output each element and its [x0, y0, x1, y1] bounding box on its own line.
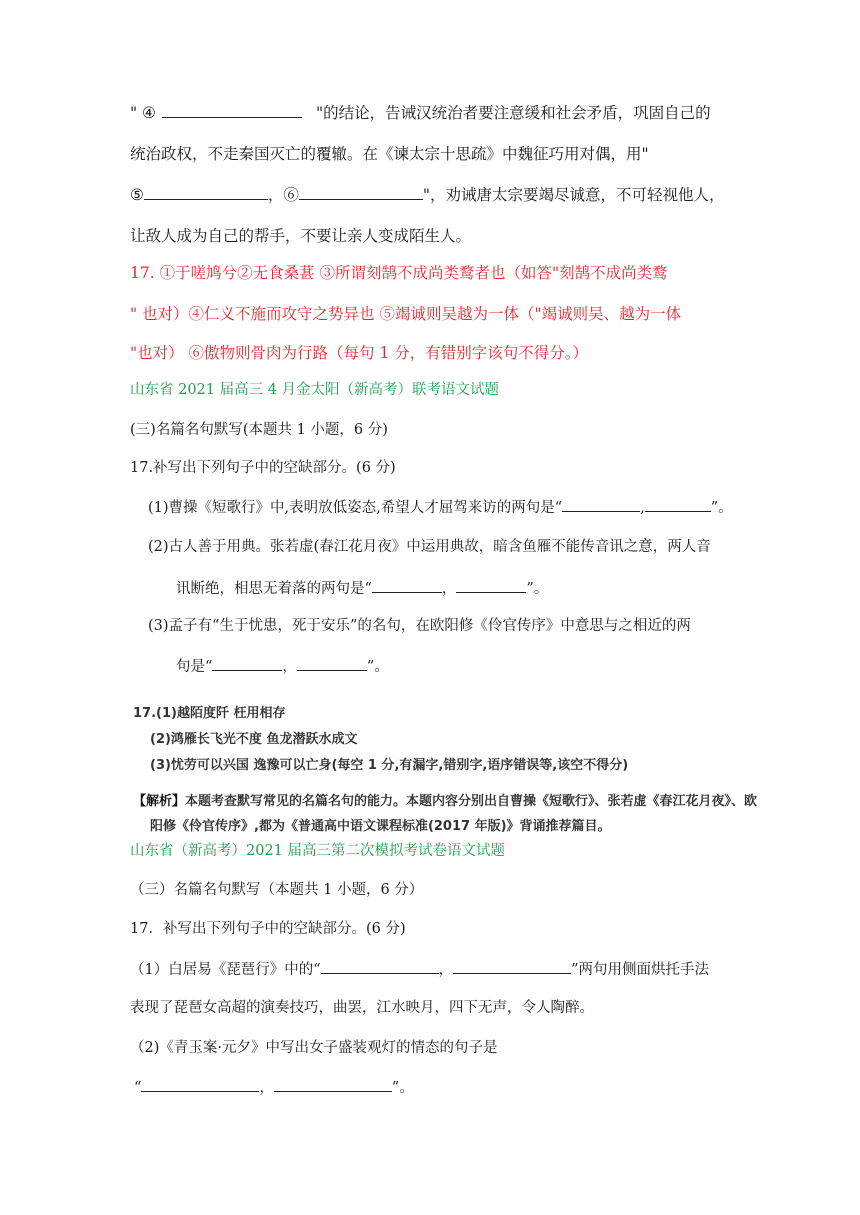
source-title: 山东省 2021 届高三 4 月金太阳（新高考）联考语文试题 [130, 382, 500, 398]
scanned-answer-line: 17.(1)越陌度阡 枉用相存 [133, 706, 286, 721]
sub-question: 表现了琵琶女高超的演奏技巧，曲罢，江水映月，四下无声，令人陶醉。 [130, 1000, 594, 1016]
answer-line: 17. ①于嗟鸠兮②无食桑葚 ③所谓刻鹄不成尚类鹜者也（如答"刻鹄不成尚类鹜 [130, 264, 668, 282]
scanned-answer-line: (2)鸿雁长飞光不度 鱼龙潜跃水成文 [150, 732, 358, 747]
blank [372, 578, 442, 593]
sub-question: （1）白居易《琵琶行》中的“ ， ”两句用侧面烘托手法 [130, 959, 709, 980]
answer-line: " 也对）④仁义不施而攻守之势异也 ⑤竭诚则吴越为一体（"竭诚则吴、越为一体 [130, 305, 682, 323]
section-heading: (三)名篇名句默写(本题共 1 小题，6 分) [130, 422, 388, 438]
blank [144, 185, 268, 200]
question-stem: 17．补写出下列句子中的空缺部分。(6 分) [130, 921, 406, 937]
section-heading: （三）名篇名句默写（本题共 1 小题，6 分） [130, 882, 424, 898]
text-line: 让敌人成为自己的帮手，不要让亲人变成陌生人。 [130, 227, 472, 245]
text-line: 统治政权，不走秦国灭亡的覆辙。在《谏太宗十思疏》中魏征巧用对偶，用" [130, 145, 649, 163]
blank [456, 578, 526, 593]
text-line: ⑤ ，⑥ "，劝诫唐太宗要竭尽诚意，不可轻视他人， [130, 186, 725, 204]
sub-question: (1)曹操《短歌行》中,表明放低姿态,希望人才屈驾来访的两句是“ , ”。 [148, 497, 733, 518]
sub-question: (2)古人善于用典。张若虚(春江花月夜》中运用典故，暗含鱼雁不能传音讯之意，两人音 [148, 539, 711, 555]
blank [453, 959, 571, 974]
sub-question: “ ， ”。 [134, 1077, 414, 1098]
blank [645, 497, 711, 512]
blank [212, 656, 282, 671]
sub-question: 讯断绝，相思无着落的两句是“ ， ”。 [176, 578, 548, 599]
blank [297, 656, 367, 671]
blank [141, 1077, 259, 1092]
sub-question: 句是“ ， ”。 [176, 656, 389, 677]
analysis-tag: 【解析】 [133, 794, 186, 809]
blank [562, 497, 640, 512]
text-line: " ④ "的结论，告诫汉统治者要注意缓和社会矛盾，巩固自己的 [130, 104, 711, 122]
blank [274, 1077, 392, 1092]
blank [299, 185, 423, 200]
answer-line: "也对） ⑥傲物则骨肉为行路（每句 1 分，有错别字该句不得分。） [130, 344, 589, 362]
blank [321, 959, 439, 974]
scanned-answer-line: (3)忧劳可以兴国 逸豫可以亡身(每空 1 分,有漏字,错别字,语序错误等,该空不得分) [150, 758, 629, 773]
scanned-analysis-line: 阳修《伶官传序》,都为《普通高中语文课程标准(2017 年版)》背诵推荐篇目。 [150, 819, 611, 834]
sub-question: (3)孟子有“生于忧患，死于安乐”的名句，在欧阳修《伶官传序》中意思与之相近的两 [148, 618, 691, 634]
blank [162, 103, 302, 118]
source-title: 山东省（新高考）2021 届高三第二次模拟考试卷语文试题 [130, 843, 506, 859]
question-stem: 17.补写出下列句子中的空缺部分。(6 分) [130, 460, 396, 476]
sub-question: （2)《青玉案·元夕》中写出女子盛装观灯的情态的句子是 [130, 1040, 498, 1056]
scanned-analysis-line: 【解析】本题考查默写常见的名篇名句的能力。本题内容分别出自曹操《短歌行》、张若虚《春江花月夜》、欧 [133, 794, 758, 809]
